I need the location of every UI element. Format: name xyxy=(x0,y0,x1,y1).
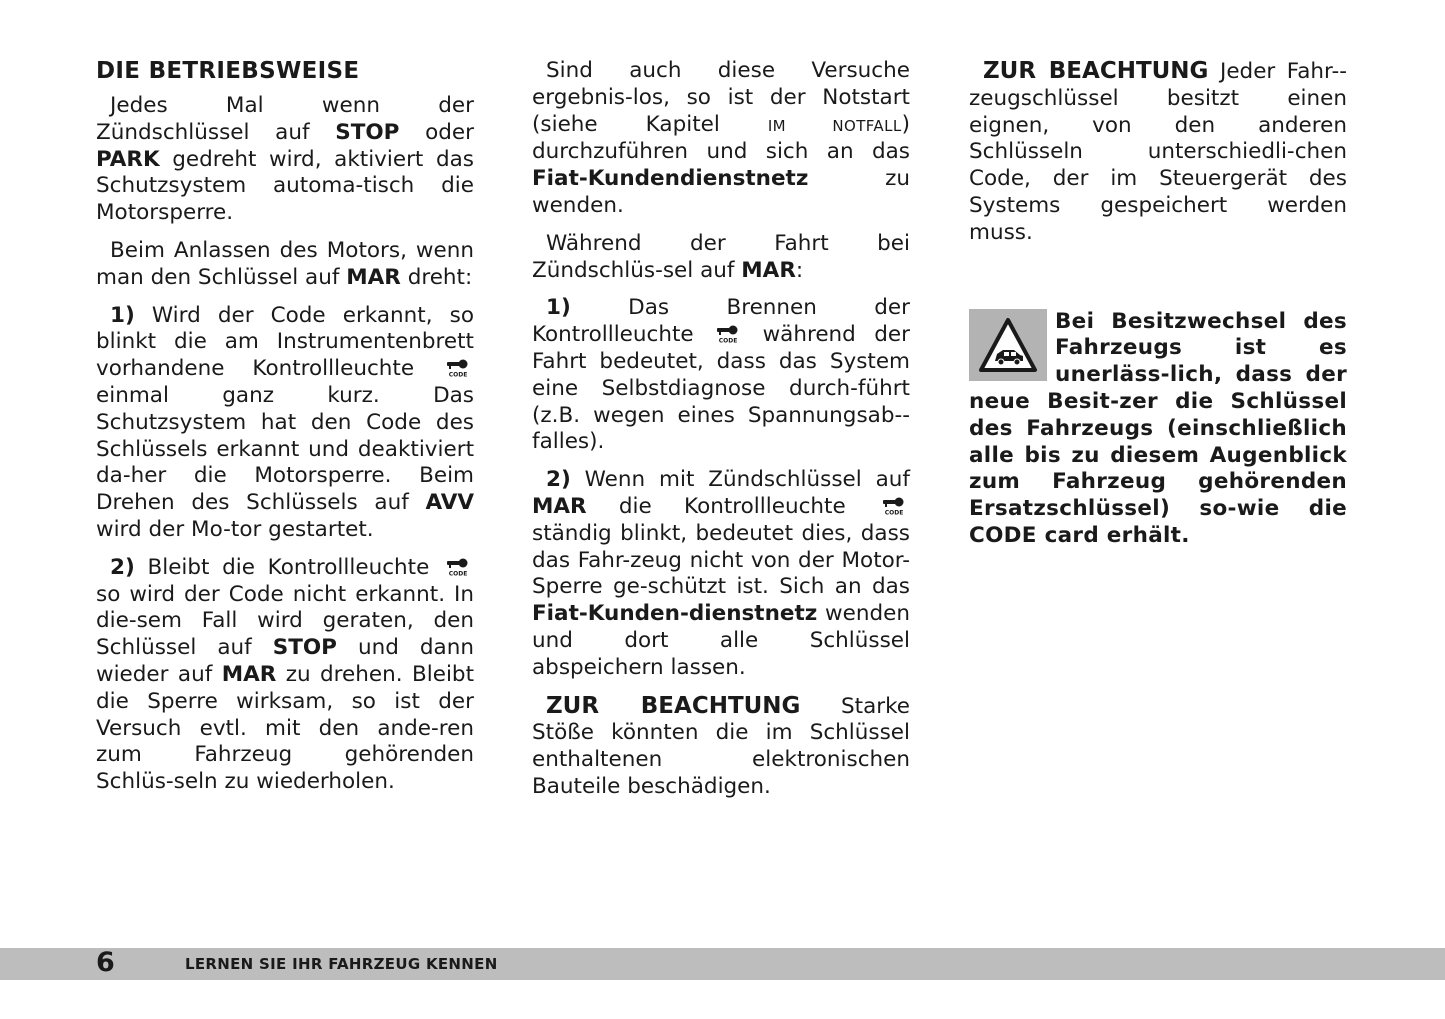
paragraph-starting: Beim Anlassen des Motors, wenn man den Schlüssel auf MAR dreht: xyxy=(96,237,474,290)
paragraph-driving-step-2: 2) Wenn mit Zündschlüssel auf MAR die Kontrollleuchte CODE ständig blinkt, bedeutet dies, dass das Fahr-zeug nicht von der Motor-Sperre ge-schützt ist. Sich an das Fiat-Kunden-dienstnetz wenden und dort alle Schlüssel abspeichern lassen. xyxy=(532,467,910,680)
svg-text:CODE: CODE xyxy=(718,337,738,345)
page-number: 6 xyxy=(96,947,115,978)
paragraph-step-1: 1) Wird der Code erkannt, so blinkt die am Instrumentenbrett vorhandene Kontrollleuchte CODE einmal ganz kurz. Das Schutzsystem hat den Code des Schlüssels erkannt und deaktiviert da-her die Motorsperre. Beim Drehen des Schlüssels auf AVV wird der Mo-tor gestartet. xyxy=(96,302,474,542)
svg-text:CODE: CODE xyxy=(448,570,468,577)
column-right xyxy=(969,58,1347,550)
paragraph-attention-code: ZUR BEACHTUNG Jeder Fahr-zeugschlüssel besitzt einen eignen, von den anderen Schlüsseln unterschiedli-chen Code, der im Steuergerät des Systems gespeichert werden muss. xyxy=(969,58,1347,245)
warning-text: Bei Besitzwechsel des Fahrzeugs ist es unerläss-lich, dass der neue Besit-zer die Schlüssel des Fahrzeugs (einschließlich alle bis zu diesem Augenblick zum Fahrzeug gehörenden Ersatzschlüssel) so-wie die CODE card erhält. xyxy=(969,308,1347,548)
paragraph-step-2: 2) Bleibt die Kontrollleuchte CODE so wird der Code nicht erkannt. In die-sem Fall wird geraten, den Schlüssel auf STOP und dann wieder auf MAR zu drehen. Bleibt die Sperre wirksam, so ist der Versuch evtl. mit den ande-ren zum Fahrzeug gehörenden Schlüs-seln zu wiederholen. xyxy=(96,554,474,795)
svg-text:CODE: CODE xyxy=(448,371,468,379)
paragraph-attention-shocks: ZUR BEACHTUNG Starke Stöße könnten die im Schlüssel enthaltenen elektronischen Bauteile beschädigen. xyxy=(532,692,910,799)
code-key-warning-icon xyxy=(444,557,472,577)
column-left xyxy=(96,55,474,807)
svg-text:CODE: CODE xyxy=(884,509,904,516)
column-middle xyxy=(532,58,910,812)
section-heading: DIE BETRIEBSWEISE xyxy=(96,58,360,84)
paragraph-emergency: Sind auch diese Versuche ergebnis-los, so ist der Notstart (siehe Kapitel IM NOTFALL) durchzuführen und sich an das Fiat-Kundendienstnetz zu wenden. xyxy=(532,58,910,218)
paragraph-driving-step-1: 1) Das Brennen der Kontrollleuchte CODE während der Fahrt bedeutet, dass das System eine Selbstdiagnose durch-führt (z.B. wegen eines Spannungsab-falles). xyxy=(532,295,911,455)
warning-notice xyxy=(969,309,1347,550)
code-key-warning-icon xyxy=(714,324,742,344)
footer-section-title: LERNEN SIE IHR FAHRZEUG KENNEN xyxy=(185,955,498,973)
paragraph-driving: Während der Fahrt bei Zündschlüs-sel auf MAR: xyxy=(532,230,910,283)
paragraph-intro: Jedes Mal wenn der Zündschlüssel auf STOP oder PARK gedreht wird, aktiviert das Schutzsystem automa-tisch die Motorsperre. xyxy=(96,93,474,226)
code-key-warning-icon xyxy=(880,496,908,516)
warning-triangle-car-icon xyxy=(969,309,1047,381)
code-key-warning-icon xyxy=(444,358,472,378)
